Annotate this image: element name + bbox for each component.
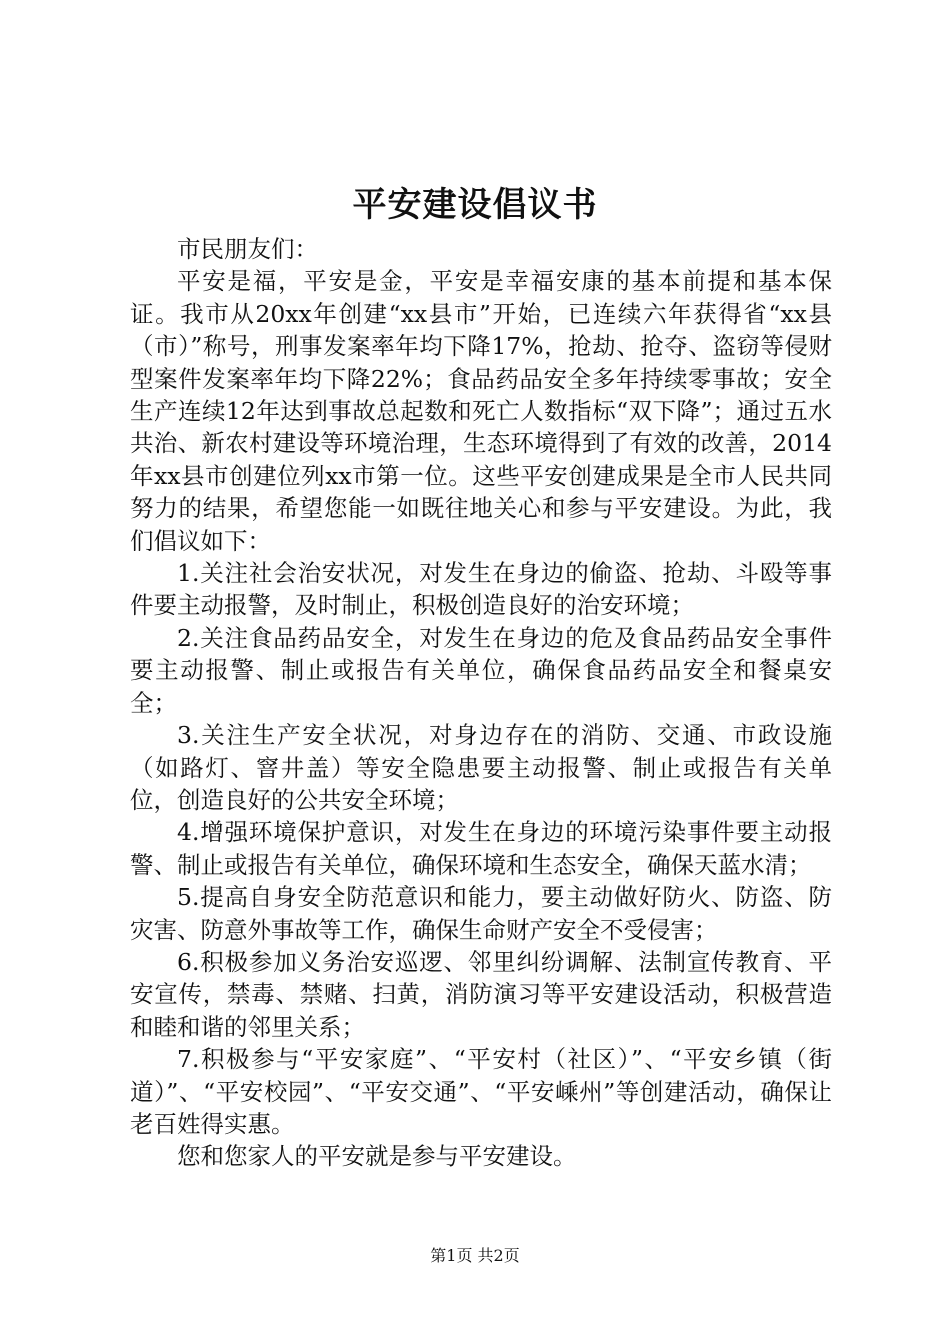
proposal-item-1: 1.关注社会治安状况，对发生在身边的偷盗、抢劫、斗殴等事件要主动报警，及时制止，积极创造良好的治安环境； (130, 559, 832, 620)
document-title: 平安建设倡议书 (352, 185, 598, 225)
proposal-item-6: 6.积极参加义务治安巡逻、邻里纠纷调解、法制宣传教育、平安宣传，禁毒、禁赌、扫黄，消防演习等平安建设活动，积极营造和睦和谐的邻里关系； (130, 947, 832, 1041)
proposal-item-3: 3.关注生产安全状况，对身边存在的消防、交通、市政设施（如路灯、窨井盖）等安全隐患要主动报警、制止或报告有关单位，创造良好的公共安全环境； (130, 721, 832, 814)
proposal-item-7: 7.积极参与“平安家庭”、“平安村（社区）”、“平安乡镇（街道）”、“平安校园”、“平安交通”、“平安嵊州”等创建活动，确保让老百姓得实惠。 (130, 1045, 832, 1138)
proposal-item-2: 2.关注食品药品安全，对发生在身边的危及食品药品安全事件要主动报警、制止或报告有关单位，确保食品药品安全和餐桌安全； (130, 623, 832, 717)
salutation: 市民朋友们： (177, 235, 318, 263)
document-body (130, 233, 832, 1173)
proposal-item-4: 4.增强环境保护意识，对发生在身边的环境污染事件要主动报警、制止或报告有关单位，确保环境和生态安全，确保天蓝水清； (130, 818, 832, 879)
paragraph-intro: 平安是福，平安是金，平安是幸福安康的基本前提和基本保证。我市从20xx年创建“xx县市”开始，已连续六年获得省“xx县（市）”称号，刑事发案率年均下降17%，抢劫、抢夺、盗窃等侵财型案件发案率年均下降22%；食品药品安全多年持续零事故；安全生产连续12年达到事故总起数和死亡人数指标“双下降”；通过五水共治、新农村建设等环境治理，生态环境得到了有效的改善，2014年xx县市创建位列xx市第一位。这些平安创建成果是全市人民共同努力的结果，希望您能一如既往地关心和参与平安建设。为此，我们倡议如下： (130, 267, 832, 555)
proposal-item-5: 5.提高自身安全防范意识和能力，要主动做好防火、防盗、防灾害、防意外事故等工作，确保生命财产安全不受侵害； (130, 883, 832, 944)
page-indicator: 第1页 共2页 (430, 1246, 520, 1265)
closing-sentence: 您和您家人的平安就是参与平安建设。 (177, 1142, 577, 1171)
